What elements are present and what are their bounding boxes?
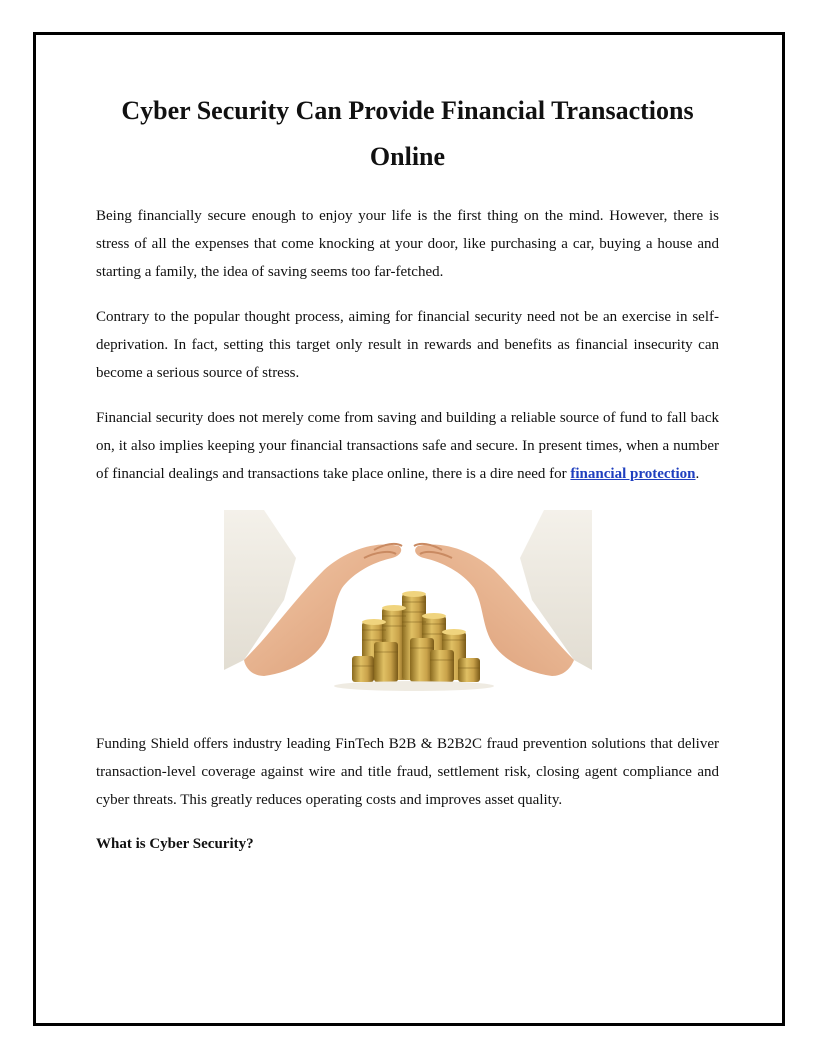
hands-protecting-coins-image	[224, 510, 592, 696]
document-content	[96, 88, 719, 855]
paragraph-contrary: Contrary to the popular thought process, aiming for financial security need not be an exercise in self-deprivation. In fact, setting this target only result in rewards and benefits as financial insecurity can become a serious source of stress.	[96, 309, 719, 381]
section-heading: What is Cyber Security?	[96, 836, 254, 852]
document-title: Cyber Security Can Provide Financial Transactions Online	[121, 96, 694, 171]
paragraph-financial-security	[96, 404, 719, 488]
paragraph-period: .	[695, 466, 700, 482]
financial-protection-link[interactable]: financial protection	[570, 466, 696, 482]
paragraph-intro: Being financially secure enough to enjoy your life is the first thing on the mind. However, there is stress of all the expenses that come knocking at your door, like purchasing a car, buying a house and starting a family, the idea of saving seems too far-fetched.	[96, 208, 719, 280]
paragraph-funding-shield: Funding Shield offers industry leading FinTech B2B & B2B2C fraud prevention solutions that deliver transaction-level coverage against wire and title fraud, settlement risk, closing agent compliance and cyber threats. This greatly reduces operating costs and improves asset quality.	[96, 736, 719, 808]
paragraph-text: Financial security does not merely come from saving and building a reliable source of fund to fall back on, it also implies keeping your financial transactions safe and secure. In present times, when a number of financial dealings and transactions take place online, there is a dire need for	[96, 410, 719, 482]
